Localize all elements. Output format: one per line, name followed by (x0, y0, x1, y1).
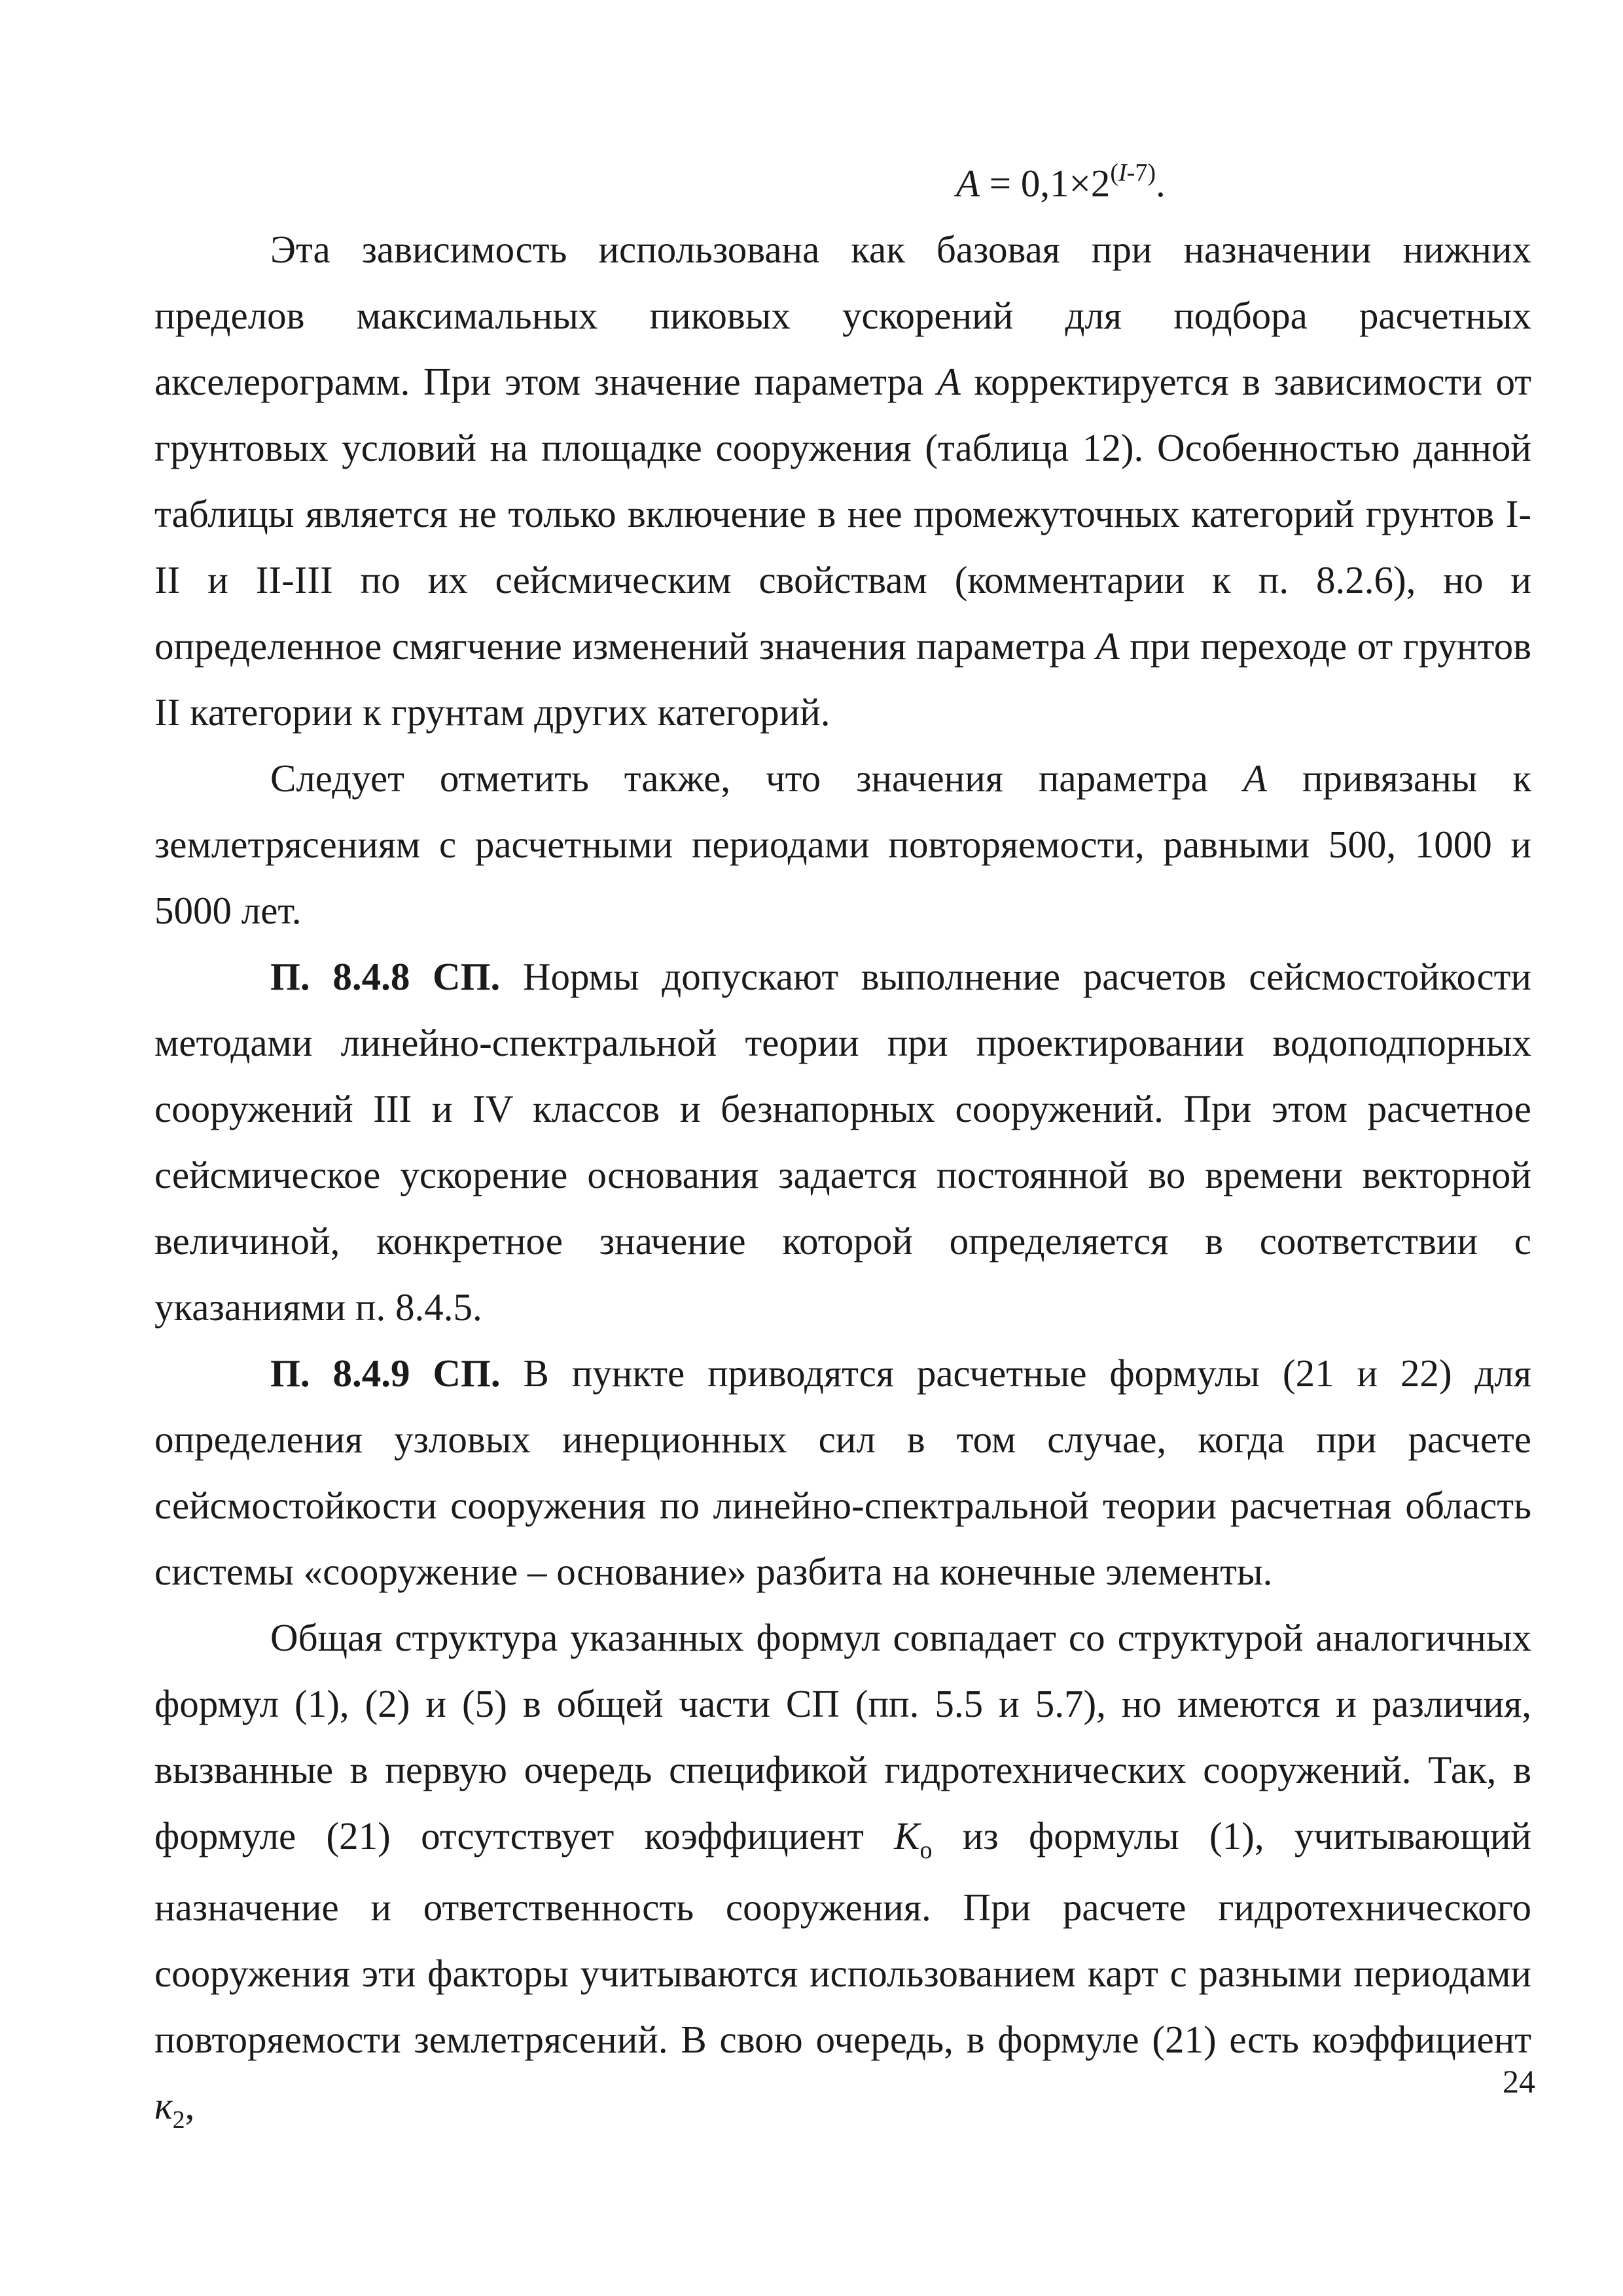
paragraph-formula-structure: Общая структура указанных формул совпадает со структурой аналогичных формул (1), (2) и (5) в общей части СП (пп. 5.5 и 5.7), но имеются и различия, вызванные в первую очередь спецификой гидротехнических сооружений. Так, в формуле (21) отсутствует коэффициент $K_о$ из формулы (1), учитывающий назначение и ответственность сооружения. При расчете гидротехнического сооружения эти факторы учитываются использованием карт с разными периодами повторяемости землетрясений. В свою очередь, в формуле (21) есть коэффициент $к_2$, (154, 1616, 1531, 2134)
formula-exponent: (I-7) (1110, 159, 1156, 187)
variable-k2: к (154, 2084, 173, 2127)
formula-a: $A = 0,1\times 2^{(I-7)}$. (956, 159, 1166, 205)
variable-k2-subscript: 2 (172, 2106, 185, 2134)
formula-rhs: = 0,1×2 (980, 162, 1111, 205)
variable-a: A (1243, 757, 1267, 800)
page-number: 24 (1503, 2063, 1535, 2100)
paragraph-clause-8-4-8: П. 8.4.8 СП. Нормы допускают выполнение расчетов сейсмостойкости методами линейно-спектральной теории при проектировании водоподпорных сооружений III и IV классов и безнапорных сооружений. При этом расчетное сейсмическое ускорение основания задается постоянной во времени векторной величиной, конкретное значение которой определяется в соответствии с указаниями п. 8.4.5. (154, 955, 1531, 1329)
formula-variable-a: A (956, 162, 980, 205)
paragraph-clause-8-4-9: П. 8.4.9 СП. В пункте приводятся расчетные формулы (21 и 22) для определения узловых инерционных сил в том случае, когда при расчете сейсмостойкости сооружения по линейно-спектральной теории расчетная область системы «сооружение – основание» разбита на конечные элементы. (154, 1352, 1531, 1593)
clause-heading-8-4-8: П. 8.4.8 СП. (270, 955, 501, 998)
clause-heading-8-4-9: П. 8.4.9 СП. (270, 1352, 501, 1395)
body-text (154, 151, 1531, 2144)
paragraph-return-periods: Следует отметить также, что значения параметра A привязаны к землетрясениям с расчетными периодами повторяемости, равными 500, 1000 и 5000 лет. (154, 757, 1531, 932)
formula-exponent-variable: I (1118, 159, 1127, 187)
paragraph-dependency: Эта зависимость использована как базовая при назначении нижних пределов максимальных пиковых ускорений для подбора расчетных акселерограмм. При этом значение параметра A корректируется в зависимости от грунтовых условий на площадке сооружения (таблица 12). Особенностью данной таблицы является не только включение в нее промежуточных категорий грунтов I-II и II-III по их сейсмическим свойствам (комментарии к п. 8.2.6), но и определенное смягчение изменений значения параметра A при переходе от грунтов II категории к грунтам других категорий. (154, 228, 1531, 734)
variable-k-subscript: о (919, 1837, 933, 1864)
variable-k: K (894, 1814, 920, 1857)
variable-a: A (936, 360, 961, 403)
variable-a: A (1096, 624, 1120, 668)
